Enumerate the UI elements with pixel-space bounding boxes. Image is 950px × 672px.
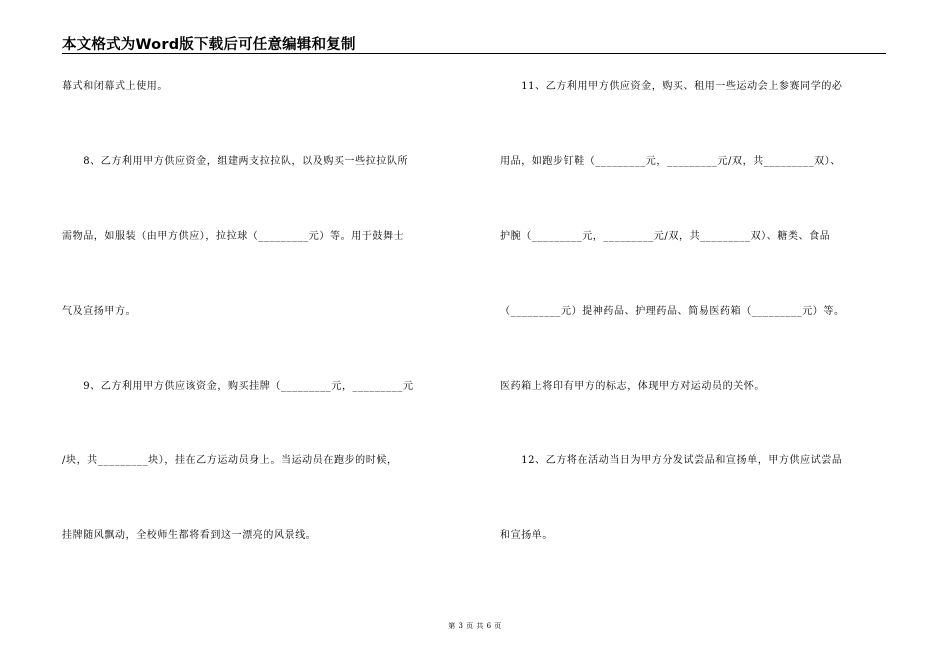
right-column-line: 12、乙方将在活动当日为甲方分发试尝品和宣扬单，甲方供应试尝品 [500,455,843,466]
left-column-line: 8、乙方利用甲方供应资金，组建两支拉拉队，以及购买一些拉拉队所 [62,156,409,167]
right-column-line: （_________元）提神药品、护理药品、简易医药箱（_________元）等。 [500,306,845,317]
left-column-line: /块，共_________块），挂在乙方运动员身上。当运动员在跑步的时候， [62,455,398,466]
header-divider [62,53,886,54]
left-column-line: 幕式和闭幕式上使用。 [62,81,168,92]
right-column-line: 医药箱上将印有甲方的标志，体现甲方对运动员的关怀。 [500,381,765,392]
left-column-line: 气及宣扬甲方。 [62,306,137,317]
document-header-title: 本文格式为Word版下载后可任意编辑和复制 [62,37,356,53]
right-column-line: 用品，如跑步钉鞋（_________元，_________元/双，共_________双）、 [500,156,841,167]
right-column-line: 护腕（_________元，_________元/双，共_________双）、糖类、食品 [500,231,831,242]
left-column-line: 需物品，如服装（由甲方供应），拉拉球（_________元）等。用于鼓舞士 [62,231,405,242]
right-column-line: 11、乙方利用甲方供应资金，购买、租用一些运动会上参赛同学的必 [500,81,843,92]
right-column-line: 和宣扬单。 [500,530,553,541]
page-number: 第 3 页 共 6 页 [448,622,502,630]
left-column-line: 挂牌随风飘动，全校师生都将看到这一漂亮的风景线。 [62,530,317,541]
left-column-line: 9、乙方利用甲方供应该资金，购买挂牌（_________元，_________元 [62,381,414,392]
